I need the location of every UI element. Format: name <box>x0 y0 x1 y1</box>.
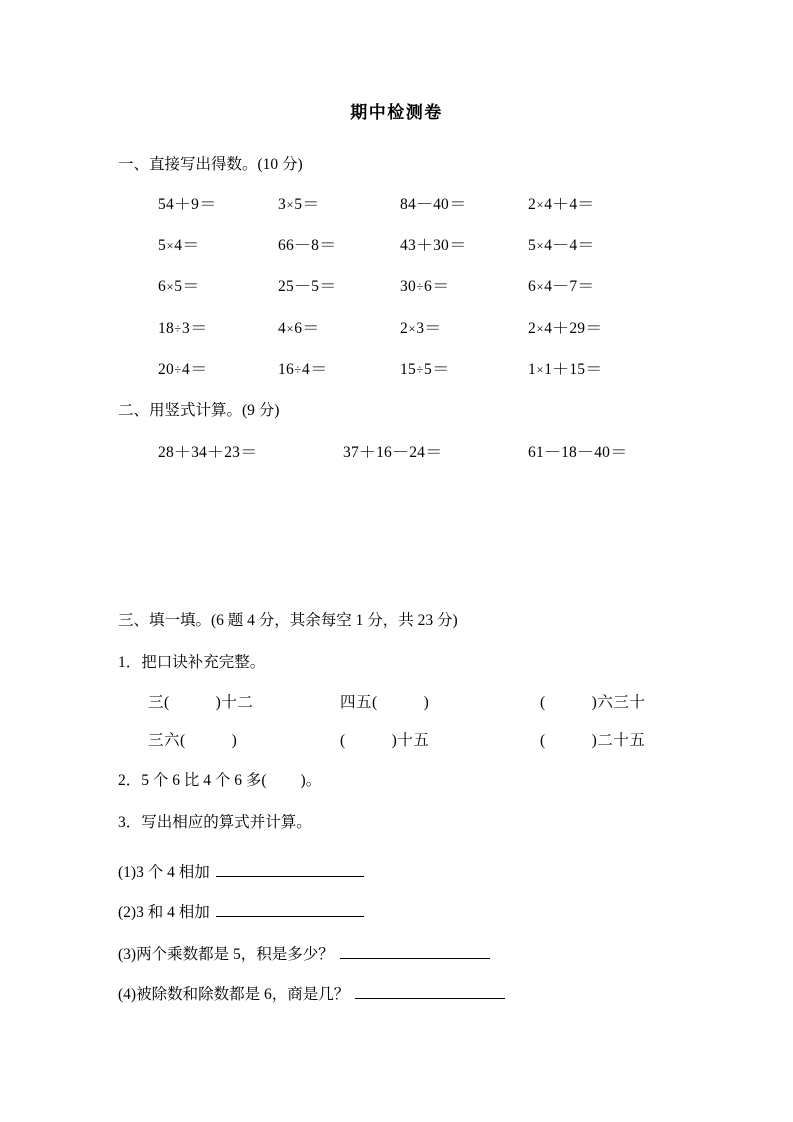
expr-r2c3: 43＋30＝ <box>400 233 466 255</box>
expr-r5c3: 15÷5＝ <box>400 361 450 378</box>
operator-divide: ÷ <box>416 362 424 377</box>
operator-times: × <box>536 362 544 377</box>
operator-times: × <box>536 279 544 294</box>
answer-blank[interactable] <box>216 863 364 877</box>
expr-r1c3: 84－40＝ <box>400 192 466 214</box>
operator-times: × <box>536 238 544 253</box>
operator-divide: ÷ <box>174 362 182 377</box>
section-heading-2: 二、用竖式计算。(9 分) <box>118 402 280 419</box>
vertical-problem-3: 61－18－40＝ <box>528 440 627 462</box>
expr-r5c4: 1×1＋15＝ <box>528 357 602 379</box>
operator-times: × <box>536 321 544 336</box>
koujue-r2c1[interactable]: 三六( ) <box>148 732 238 749</box>
expr-r2c2: 66－8＝ <box>278 233 336 255</box>
operator-minus: － <box>551 279 570 295</box>
expr-r5c1: 20÷4＝ <box>158 361 208 378</box>
item-3-sub-3[interactable]: (3)两个乘数都是 5，积是多少？ <box>118 942 490 964</box>
koujue-r1c3[interactable]: ( )六三十 <box>540 694 646 711</box>
operator-minus: － <box>551 238 570 254</box>
item-2[interactable]: 2．5 个 6 比 4 个 6 多( )。 <box>118 772 322 789</box>
expr-r3c4: 6×4－7＝ <box>528 274 594 296</box>
item-3-sub-1[interactable]: (1)3 个 4 相加 <box>118 860 364 882</box>
operator-times: × <box>408 321 416 336</box>
operator-plus: ＋ <box>551 321 570 337</box>
operator-divide: ÷ <box>294 362 302 377</box>
vertical-problem-1: 28＋34＋23＝ <box>158 440 257 462</box>
expr-r2c1: 5×4＝ <box>158 237 200 254</box>
operator-plus: ＋ <box>415 238 434 254</box>
operator-times: × <box>166 279 174 294</box>
operator-plus: ＋ <box>173 445 192 461</box>
expr-r2c4: 5×4－4＝ <box>528 233 594 255</box>
item-1-label: 1．把口诀补充完整。 <box>118 654 266 671</box>
operator-plus: ＋ <box>173 197 192 213</box>
expr-r1c1: 54＋9＝ <box>158 192 216 214</box>
expr-r5c2: 16÷4＝ <box>278 361 328 378</box>
operator-times: × <box>286 321 294 336</box>
answer-blank[interactable] <box>216 903 364 917</box>
expr-r4c2: 4×6＝ <box>278 320 320 337</box>
section-heading-1: 一、直接写出得数。(10 分) <box>118 156 303 173</box>
expr-r4c4: 2×4＋29＝ <box>528 316 602 338</box>
operator-divide: ÷ <box>416 279 424 294</box>
operator-minus: － <box>293 279 312 295</box>
operator-divide: ÷ <box>174 321 182 336</box>
koujue-r1c1[interactable]: 三( )十二 <box>148 694 254 711</box>
operator-minus: － <box>415 197 434 213</box>
operator-plus: ＋ <box>551 197 570 213</box>
vertical-problem-2: 37＋16－24＝ <box>343 440 442 462</box>
expr-r3c3: 30÷6＝ <box>400 278 450 295</box>
koujue-r1c2[interactable]: 四五( ) <box>340 694 430 711</box>
koujue-r2c3[interactable]: ( )二十五 <box>540 732 646 749</box>
section-heading-3: 三、填一填。(6 题 4 分，其余每空 1 分，共 23 分) <box>118 612 458 629</box>
operator-minus: － <box>391 445 410 461</box>
expr-r4c1: 18÷3＝ <box>158 320 208 337</box>
operator-plus: ＋ <box>206 445 225 461</box>
operator-times: × <box>286 197 294 212</box>
operator-plus: ＋ <box>551 362 570 378</box>
operator-minus: － <box>543 445 562 461</box>
item-3-sub-4[interactable]: (4)被除数和除数都是 6，商是几？ <box>118 982 505 1004</box>
koujue-r2c2[interactable]: ( )十五 <box>340 732 430 749</box>
expr-r1c4: 2×4＋4＝ <box>528 192 594 214</box>
answer-blank[interactable] <box>340 945 490 959</box>
answer-blank[interactable] <box>355 985 505 999</box>
operator-plus: ＋ <box>358 445 377 461</box>
expr-r1c2: 3×5＝ <box>278 196 320 213</box>
expr-r4c3: 2×3＝ <box>400 320 442 337</box>
operator-minus: － <box>293 238 312 254</box>
expr-r3c1: 6×5＝ <box>158 278 200 295</box>
item-3-sub-2[interactable]: (2)3 和 4 相加 <box>118 900 364 922</box>
operator-minus: － <box>576 445 595 461</box>
item-3-label: 3．写出相应的算式并计算。 <box>118 814 312 831</box>
page-title: 期中检测卷 <box>350 103 443 123</box>
operator-times: × <box>166 238 174 253</box>
expr-r3c2: 25－5＝ <box>278 274 336 296</box>
operator-times: × <box>536 197 544 212</box>
